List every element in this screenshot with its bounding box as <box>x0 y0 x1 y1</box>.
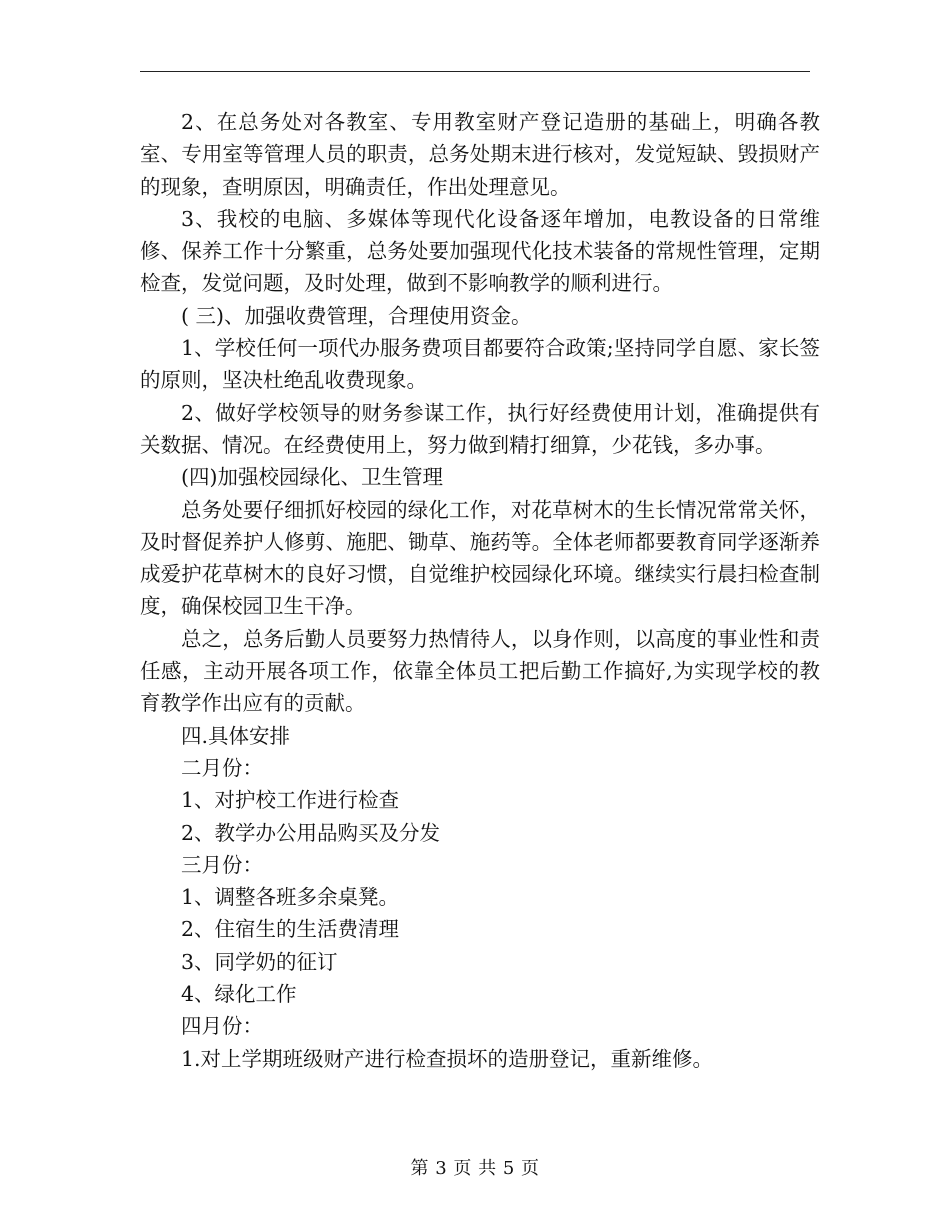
month-heading: 四月份： <box>181 1014 263 1039</box>
paragraph: 2、做好学校领导的财务参谋工作，执行好经费使用计划，准确提供有关数据、情况。在经费使用上，努力做到精打细算，少花钱，多办事。 <box>140 400 820 457</box>
month-heading: 二月份： <box>181 755 263 780</box>
section-heading: (四)加强校园绿化、卫生管理 <box>181 465 443 490</box>
list-item: 1.对上学期班级财产进行检查损坏的造册登记，重新维修。 <box>181 1046 714 1071</box>
section-heading: ( 三)、加强收费管理，合理使用资金。 <box>181 303 532 328</box>
paragraph: 总之，总务后勤人员要努力热情待人，以身作则，以高度的事业性和责任感，主动开展各项工作，依靠全体员工把后勤工作搞好,为实现学校的教育教学作出应有的贡献。 <box>140 626 820 716</box>
document-body <box>140 106 820 1075</box>
list-item: 2、住宿生的生活费清理 <box>181 917 400 942</box>
paragraph: 1、学校任何一项代办服务费项目都要符合政策;坚持同学自愿、家长签的原则，坚决杜绝乱收费现象。 <box>140 336 820 393</box>
list-item: 2、教学办公用品购买及分发 <box>181 820 441 845</box>
month-heading: 三月份： <box>181 852 263 877</box>
list-item: 1、调整各班多余桌凳。 <box>181 885 400 910</box>
page-number-footer: 第 3 页 共 5 页 <box>410 1158 540 1179</box>
paragraph: 3、我校的电脑、多媒体等现代化设备逐年增加，电教设备的日常维修、保养工作十分繁重，总务处要加强现代化技术装备的常规性管理，定期检查，发觉问题，及时处理，做到不影响教学的顺利进行。 <box>140 206 820 296</box>
list-item: 4、绿化工作 <box>181 982 297 1007</box>
header-rule <box>140 71 810 72</box>
paragraph: 总务处要仔细抓好校园的绿化工作，对花草树木的生长情况常常关怀，及时督促养护人修剪、施肥、锄草、施药等。全体老师都要教育同学逐渐养成爱护花草树木的良好习惯，自觉维护校园绿化环境。继续实行晨扫检查制度，确保校园卫生干净。 <box>140 497 820 619</box>
section-heading: 四.具体安排 <box>181 723 291 748</box>
list-item: 1、对护校工作进行检查 <box>181 788 400 813</box>
paragraph: 2、在总务处对各教室、专用教室财产登记造册的基础上，明确各教室、专用室等管理人员的职责，总务处期末进行核对，发觉短缺、毁损财产的现象，查明原因，明确责任，作出处理意见。 <box>140 110 820 199</box>
list-item: 3、同学奶的征订 <box>181 949 338 974</box>
